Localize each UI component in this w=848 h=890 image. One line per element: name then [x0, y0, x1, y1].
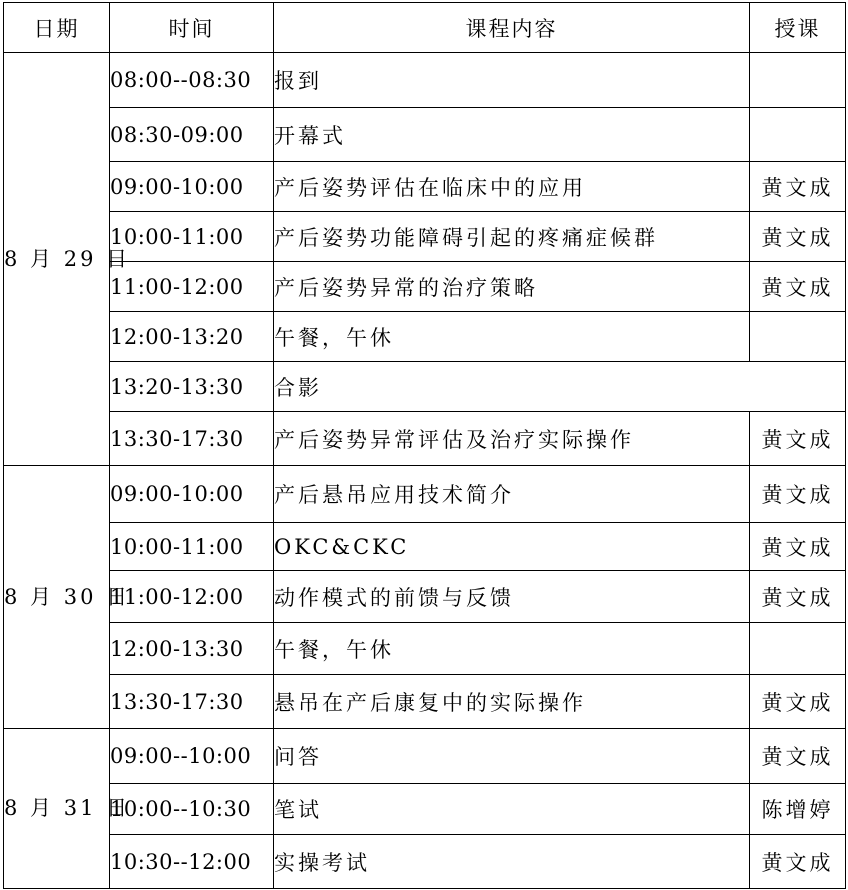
teacher-cell: 黄文成 [750, 262, 846, 312]
content-cell: OKC&CKC [274, 523, 750, 571]
content-cell: 实操考试 [274, 835, 750, 889]
header-row [4, 3, 846, 53]
content-cell: 产后姿势评估在临床中的应用 [274, 162, 750, 212]
time-cell: 11:00-12:00 [110, 262, 274, 312]
header-date: 日期 [4, 3, 110, 53]
content-cell: 问答 [274, 729, 750, 784]
teacher-cell: 黄文成 [750, 466, 846, 523]
content-cell: 午餐，午休 [274, 623, 750, 675]
table-row [4, 53, 846, 108]
time-cell: 08:00--08:30 [110, 53, 274, 108]
time-cell: 12:00-13:30 [110, 623, 274, 675]
table-row [4, 675, 846, 729]
time-cell: 10:30--12:00 [110, 835, 274, 889]
time-cell: 13:30-17:30 [110, 412, 274, 466]
content-cell: 报到 [274, 53, 750, 108]
time-cell: 10:00-11:00 [110, 523, 274, 571]
teacher-cell: 黄文成 [750, 523, 846, 571]
time-cell: 10:00--10:30 [110, 784, 274, 835]
content-cell: 产后姿势异常的治疗策略 [274, 262, 750, 312]
teacher-cell [750, 312, 846, 362]
time-cell: 11:00-12:00 [110, 571, 274, 623]
teacher-cell [750, 108, 846, 162]
time-cell: 13:30-17:30 [110, 675, 274, 729]
time-cell: 09:00-10:00 [110, 466, 274, 523]
date-cell-day1: 8 月 29 日 [4, 53, 110, 466]
time-cell: 13:20-13:30 [110, 362, 274, 412]
date-cell-day3: 8 月 31 日 [4, 729, 110, 889]
teacher-cell: 黄文成 [750, 729, 846, 784]
time-cell: 10:00-11:00 [110, 212, 274, 262]
content-cell: 产后姿势异常评估及治疗实际操作 [274, 412, 750, 466]
table-row [4, 571, 846, 623]
table-row [4, 108, 846, 162]
content-cell: 笔试 [274, 784, 750, 835]
content-cell: 悬吊在产后康复中的实际操作 [274, 675, 750, 729]
content-cell: 合影 [274, 362, 846, 412]
table-row [4, 729, 846, 784]
schedule-table [3, 2, 846, 889]
teacher-cell: 黄文成 [750, 212, 846, 262]
table-row [4, 362, 846, 412]
time-cell: 09:00-10:00 [110, 162, 274, 212]
table-row [4, 784, 846, 835]
table-row [4, 523, 846, 571]
table-row [4, 312, 846, 362]
teacher-cell [750, 53, 846, 108]
header-content: 课程内容 [274, 3, 750, 53]
content-cell: 午餐，午休 [274, 312, 750, 362]
time-cell: 12:00-13:20 [110, 312, 274, 362]
date-cell-day2: 8 月 30 日 [4, 466, 110, 729]
table-row [4, 466, 846, 523]
teacher-cell: 陈增婷 [750, 784, 846, 835]
content-cell: 产后悬吊应用技术简介 [274, 466, 750, 523]
time-cell: 08:30-09:00 [110, 108, 274, 162]
teacher-cell: 黄文成 [750, 571, 846, 623]
table-row [4, 162, 846, 212]
time-cell: 09:00--10:00 [110, 729, 274, 784]
teacher-cell: 黄文成 [750, 835, 846, 889]
content-cell: 产后姿势功能障碍引起的疼痛症候群 [274, 212, 750, 262]
content-cell: 开幕式 [274, 108, 750, 162]
teacher-cell: 黄文成 [750, 675, 846, 729]
header-teacher: 授课 [750, 3, 846, 53]
table-row [4, 412, 846, 466]
table-row [4, 835, 846, 889]
header-time: 时间 [110, 3, 274, 53]
content-cell: 动作模式的前馈与反馈 [274, 571, 750, 623]
teacher-cell: 黄文成 [750, 412, 846, 466]
teacher-cell [750, 623, 846, 675]
teacher-cell: 黄文成 [750, 162, 846, 212]
table-row [4, 623, 846, 675]
